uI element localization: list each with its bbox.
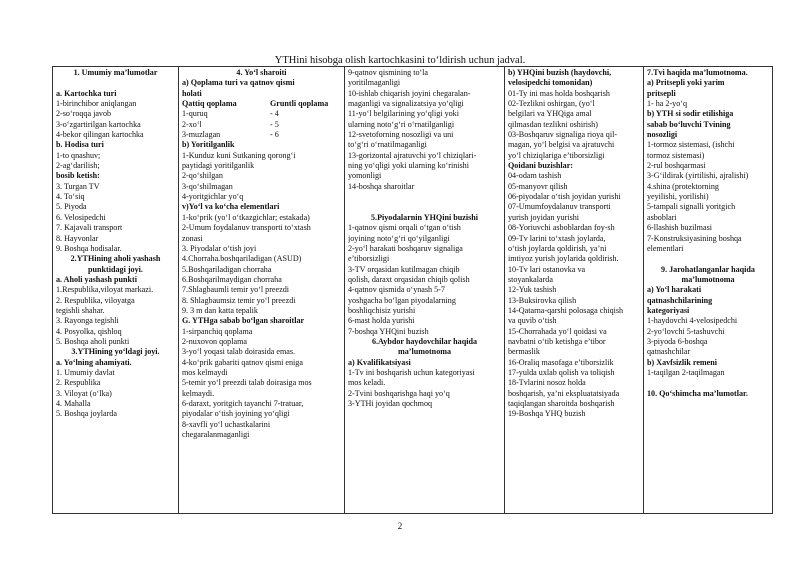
table-line: ma’lumotnoma [397, 347, 452, 357]
table-line: 16-Oraliq masofaga e’tiborsizlik [508, 357, 614, 367]
table-line: 10-Tv lari ostanovka va [508, 264, 586, 274]
table-line: 4-bekor qilingan kartochka [56, 130, 144, 140]
table-line: yo‘l chiziqlariga e’tiborsizligi [508, 150, 605, 160]
table-line: holati [182, 88, 202, 98]
table-line: 11-yo‘l belgilarining yo‘qligi yoki [348, 109, 459, 119]
table-line: 9. Boshqa hodisalar. [56, 243, 122, 253]
table-line: 07-Umumfoydalanuv transporti [508, 202, 611, 212]
table-line: maganligi va signalizatsiya yo‘qligi [348, 99, 464, 109]
table-line: 13-gorizontal ajratuvchi yo‘l chiziqlari- [348, 150, 477, 160]
table-line: b) YHQini buzish (haydovchi, [508, 68, 612, 77]
table-line: 3. Turgan TV [56, 181, 100, 191]
table-line: 1.Respublika,viloyat markazi. [56, 285, 154, 295]
table-line: 3-YTHi joyidan qochmoq [348, 399, 433, 408]
table-line: 1-tormoz sistemasi, (ishchi [647, 140, 735, 150]
table-line: 08-Yoriuvchi asboblardan foy-sh [508, 223, 615, 233]
column-road-conditions [179, 67, 345, 514]
table-line: 14-Qatarna-qarshi polosaga chiqish [508, 305, 624, 315]
table-line: 5. Boshqa aholi punkti [56, 336, 130, 346]
table-line: 7-Konstruksiyasining boshqa [647, 233, 742, 243]
table-line: 2-qo‘shilgan [182, 171, 223, 181]
table-line: 04-odam tashish [508, 171, 562, 181]
table-line-right: - 4 [270, 109, 279, 119]
table-line: 2-yo‘l harakati boshqaruv signaliga [348, 243, 463, 253]
table-line: yoshgacha bo‘lgan piyodalarning [348, 295, 456, 305]
table-line: 1. Umumiy ma’lumotlar [73, 68, 158, 77]
table-line: qatnashchilarining [647, 295, 713, 305]
table-line: bosib ketish: [56, 171, 100, 181]
table-line: kelmaydi. [182, 388, 215, 398]
table-line: a) Yo‘l harakati [647, 285, 702, 295]
table-line-pair [182, 130, 341, 140]
table-line: 18-Tvlarini nosoz holda [508, 378, 586, 388]
table-line: 2-Tvini boshqarishga haqi yo‘q [348, 388, 450, 398]
table-line: a) Pritsepli yoki yarim [647, 78, 725, 88]
table-line: b) YTH si sodir etilishiga [647, 109, 734, 119]
table-line: 05-manyovr qilish [508, 181, 568, 191]
table-line: 2-ag‘darilish; [56, 161, 100, 171]
table-line: 3-o‘zgartirilgan kartochka [56, 119, 141, 129]
table-line: piyodalar o‘tish joyining yo‘qligi [182, 409, 290, 419]
table-line: chegaralanmaganligi [182, 430, 250, 440]
table-line: 2.YTHining aholi yashash [70, 254, 161, 264]
table-line: 1-Kunduz kuni Sutkaning qorong‘i [182, 150, 296, 160]
column-vehicle-injuries [644, 67, 773, 514]
table-line-left: 2-xo‘l [182, 119, 202, 129]
table-line: 3-TV orqasidan kutilmagan chiqib [348, 264, 460, 274]
table-line: 14-boshqa sharoitlar [348, 181, 415, 191]
table-line: 10. Qo‘shimcha ma’lumotlar. [647, 388, 748, 398]
table-line: 5-tampali signalli yoritgich [647, 202, 736, 212]
table-line-left: 3-muzlagan [182, 130, 221, 140]
table-line-left: Qattiq qoplama [182, 99, 237, 109]
table-title: YTHini hisobga olish kartochkasini to‘ldirish uchun jadval. [274, 55, 526, 66]
table-line: 2. Respublika, viloyatga [56, 295, 135, 305]
table-line: 6.Boshqarilmaydigan chorraha [182, 274, 282, 284]
column-driver-violations [505, 67, 644, 514]
table-line: 1-taqilgan 2-taqilmagan [647, 367, 725, 377]
table-line: qolish, daraxt orqasidan chiqib qolish [348, 274, 470, 284]
table-line-right: Gruntli qoplama [270, 99, 329, 109]
table-line: 4-qatnov qismida o‘ynash 5-7 [348, 285, 445, 295]
table-line: 12-svetoforning nosozligi va uni [348, 130, 454, 140]
table-line: 7-boshqa YHQini buzish [348, 326, 429, 336]
table-line: 7.Shlagbaumli temir yo‘l preezdi [182, 285, 289, 295]
table-line: punktidagi joyi. [88, 264, 143, 274]
table-line: 8. Shlagbaumsiz temir yo‘l preezdi [182, 295, 296, 305]
table-line: imtiyoz yurish joylarida qoldirish. [508, 254, 619, 264]
table-line: stoyankalarda [508, 274, 553, 284]
table-line: 5-temir yo‘l preezdi talab doirasiga mos [182, 378, 312, 388]
column-general-info [53, 67, 179, 514]
table-line: 10-ishlab chiqarish joyini chegaralan- [348, 88, 471, 98]
table-line: 6-mast holda yurishi [348, 316, 415, 326]
table-line: 13-Buksirovka qilish [508, 295, 577, 305]
table-line: 8. Hayvonlar [56, 233, 99, 243]
table-line: b) Xavfsizlik remeni [647, 357, 717, 367]
table-line: 09-Tv larini to‘xtash joylarda, [508, 233, 606, 243]
table-line-right: - 6 [270, 130, 279, 140]
table-line: 3-yo‘l yoqasi talab doirasida emas. [182, 347, 296, 357]
table-line: Qoidani buzishlar: [508, 161, 573, 171]
table-line: yomonligi [348, 171, 382, 181]
table-line: a. Aholi yashash punkti [56, 274, 137, 284]
table-line: 4. Posyolka, qishloq [56, 326, 122, 336]
table-line: 8-xavfli yo‘l uchastkalarini [182, 419, 271, 429]
table-line: to‘g‘ri o‘rnatilmaganligi [348, 140, 427, 150]
table-line: 9. 3 m dan katta tepalik [182, 305, 258, 315]
table-line: o‘tish joylarda qoldirish, ya’ni [508, 243, 607, 253]
table-line: paytidagi yoritilganlik [182, 161, 255, 171]
table-line-blank [56, 78, 175, 88]
table-line: 6-daraxt, yoritgich tayanchi 7-tratuar, [182, 399, 304, 408]
table-line: ma’lumotnoma [681, 274, 735, 284]
table-line: 4. Mahalla [56, 399, 91, 408]
table-line: a) Qoplama turi va qatnov qismi [182, 78, 295, 88]
table-line: 9-qatnov qismining to‘la [348, 68, 429, 77]
table-line: 6. Velosipedchi [56, 212, 106, 222]
table-line: qilmasdan tezlikni oshirish) [508, 119, 598, 129]
table-line: nosozligi [647, 130, 678, 140]
table-line: 3. Viloyat (o‘lka) [56, 388, 112, 398]
table-line-left: 1-quruq [182, 109, 208, 119]
table-line: boshliqchisiz yurishi [348, 305, 416, 315]
table-line: qatnashchilar [647, 347, 691, 357]
table-line: 5.Piyodalarnin YHQini buzishi [371, 212, 478, 222]
table-line: magan, yo‘l belgisi va ajratuvchi [508, 140, 615, 150]
table-line-blank [647, 254, 769, 264]
table-line: 5. Boshqa joylarda [56, 409, 117, 419]
table-line: 7. Kajavali transport [56, 223, 123, 233]
table-line: tegishli shahar. [56, 305, 105, 315]
table-line: taqiqlangan sharoitda boshqarish [508, 399, 615, 408]
table-line: 1- ha 2-yo‘q [647, 99, 688, 109]
table-line: a. Yo‘lning ahamiyati. [56, 357, 132, 367]
table-line: 4.shina (protektorning [647, 181, 719, 191]
table-line: G. YTHga sabab bo‘lgan sharoitlar [182, 316, 305, 326]
table-line: e’tiborsizligi [348, 254, 390, 264]
table-line: velosipedchi tomonidan) [508, 78, 593, 88]
table-line: 9. Jarohatlanganlar haqida [661, 264, 755, 274]
table-line: 4.Chorraha.boshqariladigan (ASUD) [182, 254, 302, 264]
table-line: 1-ko‘prik (yo‘l o‘tkazgichlar; estakada) [182, 212, 310, 222]
table-line: 1-Tv ini boshqarish uchun kategoriyasi [348, 367, 475, 377]
table-line: 1-qatnov qismi orqali o‘tgan o‘tish [348, 223, 461, 233]
table-line-blank [647, 378, 769, 388]
table-line: 6-llashish buzilmasi [647, 223, 712, 233]
table-line: 19-Boshqa YHQ buzish [508, 409, 586, 419]
table-line: mos kelmaydi [182, 367, 228, 377]
data-table [52, 66, 773, 514]
table-line: 4. To‘siq [56, 192, 85, 202]
table-line: pritsepli [647, 88, 676, 98]
table-line: va quvib o‘tish [508, 316, 557, 326]
table-line: 4-ko‘prik gabariti qatnov qismi eniga [182, 357, 303, 367]
table-line-right: - 5 [270, 119, 279, 129]
page-number: 2 [397, 521, 403, 531]
table-line: 1-haydovchi 4-velosipedchi [647, 316, 738, 326]
table-line: joyining noto‘g‘ri qo‘yilganligi [348, 233, 450, 243]
table-line: mos keladi. [348, 378, 386, 388]
table-line-pair [182, 120, 341, 130]
table-line: sabab bo‘luvchi Tvining [647, 119, 731, 129]
table-line: 2. Respublika [56, 378, 101, 388]
column-pedestrian-violations [345, 67, 505, 514]
table-line: 5. Piyoda [56, 202, 87, 212]
table-line: 4. Yo‘l sharoiti [236, 68, 287, 77]
table-line: 1. Umumiy davlat [56, 367, 115, 377]
table-line: elementlari [647, 243, 684, 253]
table-line: 01-Ty ini mas holda boshqarish [508, 88, 610, 98]
table-line: 12-Yuk tashish [508, 285, 557, 295]
table-line-pair [182, 99, 341, 109]
table-line: navbatni o‘tib ketishga e’tibor [508, 336, 606, 346]
table-line: 06-piyodalar o‘tish joyidan yurishi [508, 192, 621, 202]
table-line: ning yo‘qligi yoki ularning ko‘rinishi [348, 161, 469, 171]
table-line: 2-Umum foydalanuv transporti to‘xtash [182, 223, 311, 233]
table-line: 02-Tezlikni oshirgan, (yo‘l [508, 99, 595, 109]
table-line: 3-G‘ildirak (yirtilishi, ajralishi) [647, 171, 749, 181]
table-line: 7.Tvi haqida ma’lumotnoma. [647, 68, 748, 77]
table-line: b) Yoritilganlik [182, 140, 235, 150]
table-line: 2-yo‘lovchi 5-tashuvchi [647, 326, 725, 336]
table-line: a. Kartochka turi [56, 88, 117, 98]
table-line: yoritilmaganligi [348, 78, 401, 88]
table-row [53, 67, 773, 514]
table-line: yeyilishi, yorilishi) [647, 192, 709, 202]
table-line: ularning noto‘g‘ri o‘rnatilganligi [348, 119, 455, 129]
table-line: a) Kvalifikatsiyasi [348, 357, 411, 367]
table-line: 6.Aybdor haydovchilar haqida [371, 336, 478, 346]
table-line: zonasi [182, 233, 203, 243]
table-line: 17-yulda uxlab qolish va toliqish [508, 367, 615, 377]
table-line: 15-Chorrahada yo‘l qoidasi va [508, 326, 607, 336]
table-line: 1-sirpanchiq qoplama [182, 326, 253, 336]
table-line: kategoriyasi [647, 305, 690, 315]
table-line: 1-birinchibor aniqlangan [56, 99, 137, 109]
table-line-blank [348, 202, 501, 212]
table-line: v)Yo‘l va ko‘cha elementlari [182, 202, 280, 212]
table-line: 2-nuxovon qoplama [182, 336, 247, 346]
table-line: asboblari [647, 212, 677, 222]
table-line: 3-piyoda 6-boshqa [647, 336, 708, 346]
table-line: bermaslik [508, 347, 540, 357]
table-line: 3. Piyodalar o‘tish joyi [182, 243, 257, 253]
table-line: 3.YTHining yo‘ldagi joyi. [71, 347, 160, 357]
table-line-blank [348, 192, 501, 202]
table-line: boshqarish, ya’ni ekspluatatsiyada [508, 388, 620, 398]
table-line: 4-yoritgichlar yo‘q [182, 192, 244, 202]
table-line: 3-qo‘shilmagan [182, 181, 233, 191]
table-line: yurish joyidan yurishi [508, 212, 580, 222]
table-line-pair [182, 109, 341, 119]
table-line: tormoz sistemasi) [647, 150, 705, 160]
table-line: 03-Boshqaruv signaliga rioya qil- [508, 130, 618, 140]
table-line: b. Hodisa turi [56, 140, 104, 150]
table-line: 2-so‘roqqa javob [56, 109, 112, 119]
table-line: 3. Rayonga tegishli [56, 316, 119, 326]
table-line: 1-to qnashuv; [56, 150, 101, 160]
table-line: 2-rul boshqarmasi [647, 161, 706, 171]
table-line: 5.Boshqariladigan chorraha [182, 264, 272, 274]
table-line: belgilari va YHQiga amal [508, 109, 592, 119]
